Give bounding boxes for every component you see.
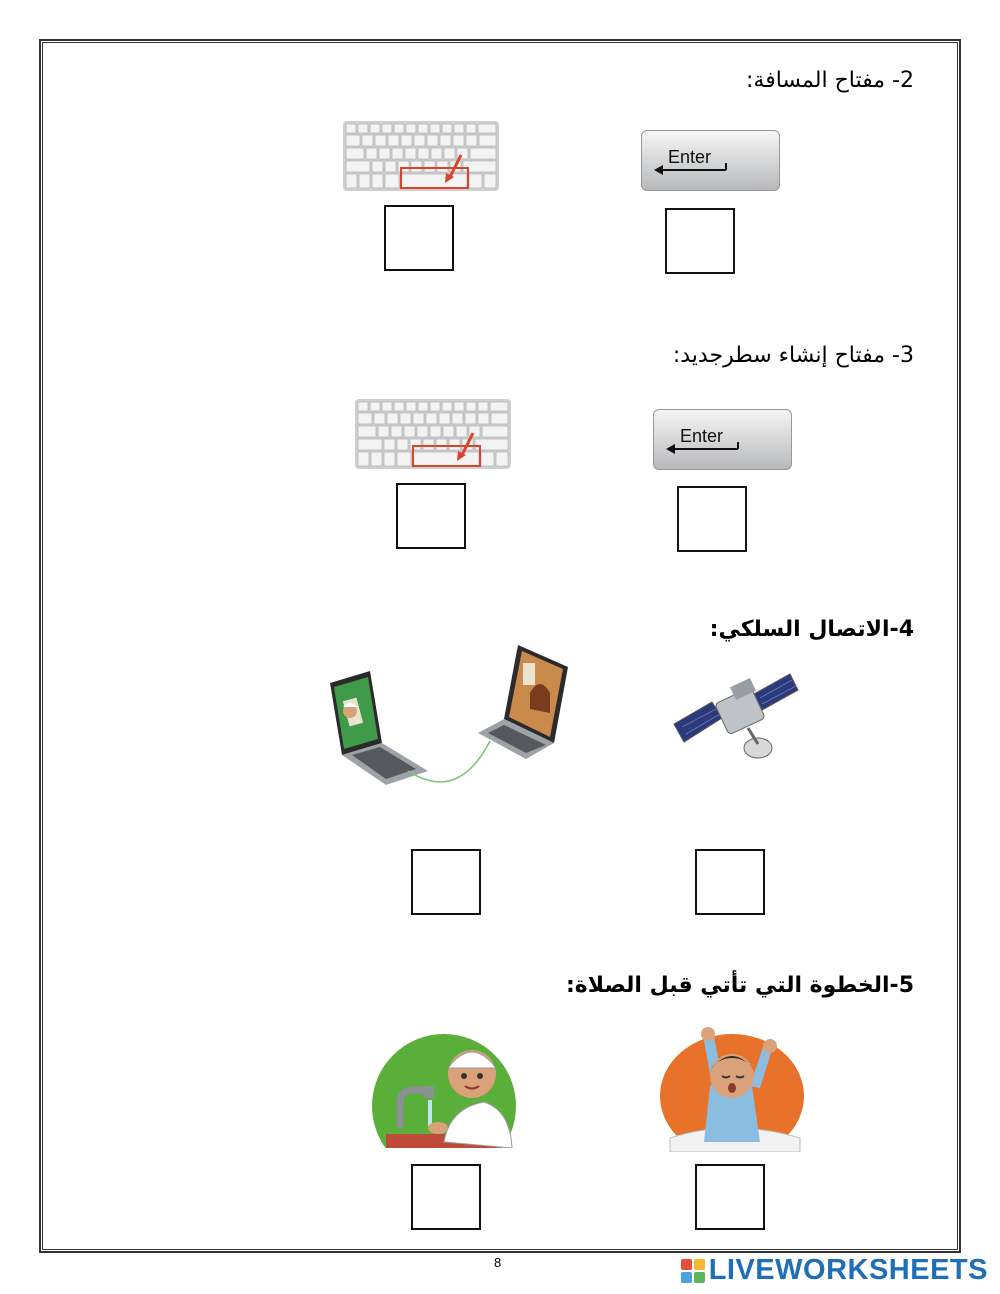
question-5 [566, 973, 914, 998]
answer-box-q2-spacebar[interactable] [384, 205, 454, 271]
question-3-number: 3- [892, 343, 914, 368]
question-3-text: مفتاح إنشاء سطرجديد: [672, 343, 886, 368]
enter-key-label: Enter [668, 147, 712, 167]
keyboard-spacebar-image-2 [355, 399, 511, 469]
wudu-washing-image [372, 1030, 517, 1152]
question-4-number: 4- [889, 617, 914, 642]
satellite-image [672, 672, 800, 768]
wired-laptops-image [328, 643, 573, 801]
enter-arrow-icon [654, 161, 734, 175]
answer-box-q4-wired[interactable] [411, 849, 481, 915]
answer-box-q3-spacebar[interactable] [396, 483, 466, 549]
waking-up-image [660, 1022, 805, 1152]
answer-box-q5-waking[interactable] [695, 1164, 765, 1230]
enter-key-label-2: Enter [680, 426, 724, 446]
question-2-text: مفتاح المسافة: [746, 68, 886, 93]
answer-box-q3-enter[interactable] [677, 486, 747, 552]
brand-name: LIVEWORKSHEETS [708, 1254, 988, 1286]
enter-arrow-icon-2 [666, 440, 746, 454]
keyboard-spacebar-image [343, 121, 499, 191]
question-4-text: الاتصال السلكي: [709, 617, 890, 642]
answer-box-q4-satellite[interactable] [695, 849, 765, 915]
enter-key-image-2 [653, 409, 792, 470]
answer-box-q5-wudu[interactable] [411, 1164, 481, 1230]
answer-box-q2-enter[interactable] [665, 208, 735, 274]
question-2-number: 2- [892, 68, 914, 93]
question-2 [746, 68, 914, 93]
question-5-text: الخطوة التي تأتي قبل الصلاة: [565, 973, 890, 998]
question-5-number: 5- [889, 973, 914, 998]
question-4 [710, 617, 914, 642]
page-number: 8 [494, 1255, 502, 1270]
brand-logo[interactable] [681, 1254, 988, 1287]
liveworksheets-logo-icon [681, 1259, 705, 1283]
enter-key-image [641, 130, 780, 191]
question-3 [673, 343, 914, 368]
